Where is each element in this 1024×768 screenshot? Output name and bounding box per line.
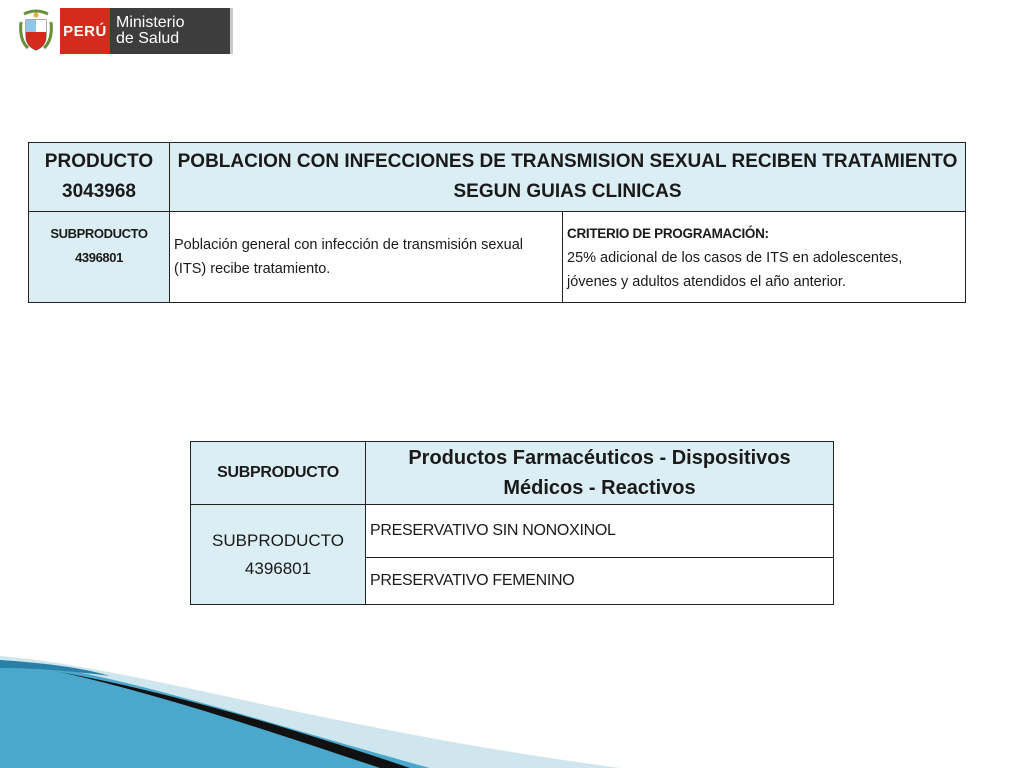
subproduct-cell bbox=[29, 212, 170, 303]
product-code-cell bbox=[29, 143, 170, 212]
subproduct-code-2: 4396801 bbox=[244, 558, 312, 578]
criteria-label: CRITERIO DE PROGRAMACIÓN: bbox=[567, 226, 769, 241]
supplies-header-line-2: Médicos - Reactivos bbox=[503, 477, 696, 499]
product-code: 3043968 bbox=[62, 181, 136, 202]
subproduct-label: SUBPRODUCTO bbox=[50, 226, 148, 241]
supply-item: PRESERVATIVO FEMENINO bbox=[366, 558, 834, 605]
coat-of-arms-icon bbox=[16, 8, 56, 54]
product-title-line-2: SEGUN GUIAS CLINICAS bbox=[453, 181, 682, 202]
criteria-line-1: 25% adicional de los casos de ITS en adolescentes, bbox=[567, 250, 903, 266]
peru-label: PERÚ bbox=[60, 8, 110, 54]
product-title-cell bbox=[170, 143, 966, 212]
ministry-line-1: Ministerio bbox=[116, 14, 185, 31]
subproduct-label-2: SUBPRODUCTO bbox=[212, 530, 344, 550]
ministry-line-2: de Salud bbox=[116, 30, 180, 47]
subproduct-header: SUBPRODUCTO bbox=[191, 442, 366, 505]
product-table bbox=[28, 142, 966, 303]
supply-item: PRESERVATIVO SIN NONOXINOL bbox=[366, 505, 834, 558]
description-line-1: Población general con infección de transmisión sexual bbox=[174, 237, 524, 253]
subproduct-description-cell bbox=[170, 212, 563, 303]
criteria-line-2: jóvenes y adultos atendidos el año anterior. bbox=[567, 274, 846, 290]
description-line-2: (ITS) recibe tratamiento. bbox=[174, 261, 331, 277]
programming-criteria-cell bbox=[563, 212, 966, 303]
product-title-line-1: POBLACION CON INFECCIONES DE TRANSMISION SEXUAL RECIBEN TRATAMIENTO bbox=[177, 151, 958, 172]
supplies-header-line-1: Productos Farmacéuticos - Dispositivos bbox=[408, 447, 791, 469]
decorative-swoosh bbox=[0, 638, 1024, 768]
product-label: PRODUCTO bbox=[44, 151, 154, 172]
subproduct-code: 4396801 bbox=[75, 250, 123, 265]
supplies-header bbox=[366, 442, 834, 505]
ministry-name bbox=[110, 8, 233, 54]
supplies-table bbox=[190, 441, 834, 605]
ministry-logo bbox=[16, 8, 233, 54]
subproduct-code-cell bbox=[191, 505, 366, 605]
